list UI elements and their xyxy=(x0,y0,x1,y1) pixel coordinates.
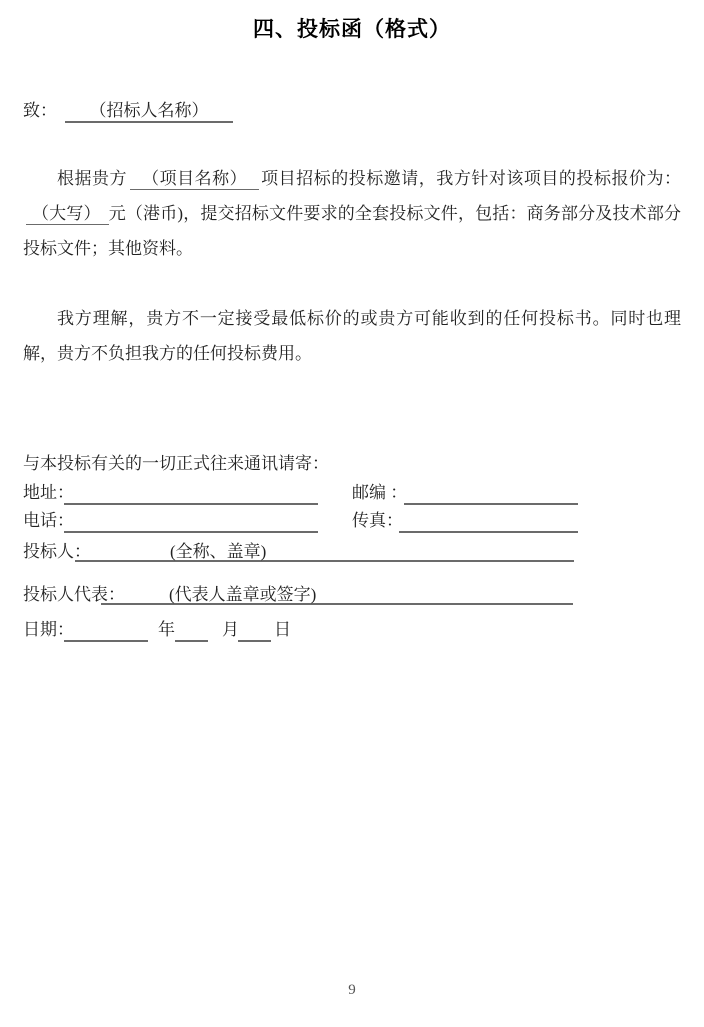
date-blank xyxy=(64,620,148,642)
para1-mid: 项目招标的投标邀请，我方针对该项目的投标报价为： xyxy=(261,169,682,188)
salutation-label: 致： xyxy=(23,101,57,120)
phone-label: 电话： xyxy=(23,511,74,530)
amount-in-words-blank: （大写） xyxy=(26,204,109,225)
salutation-line xyxy=(23,100,233,123)
project-name-blank: （项目名称） xyxy=(130,169,259,190)
recipient-name-placeholder: （招标人名称） xyxy=(89,101,209,120)
month-blank xyxy=(238,620,271,642)
representative-label: 投标人代表： xyxy=(23,585,125,604)
address-blank xyxy=(64,483,318,505)
phone-fax-row xyxy=(0,511,704,533)
phone-blank xyxy=(64,511,318,533)
date-row xyxy=(0,620,704,642)
para1-lead: 根据贵方 xyxy=(57,169,128,188)
day-label: 日 xyxy=(274,620,291,639)
address-label: 地址： xyxy=(23,483,74,502)
month-label: 月 xyxy=(222,620,239,639)
fax-blank xyxy=(399,511,578,533)
contact-intro-line: 与本投标有关的一切正式往来通讯请寄： xyxy=(23,454,329,473)
representative-blank xyxy=(101,585,573,605)
page-number: 9 xyxy=(348,982,356,998)
page-title: 四、投标函（格式） xyxy=(253,17,451,41)
postcode-blank xyxy=(404,483,578,505)
paragraph-bid-offer xyxy=(23,161,681,266)
bidder-row xyxy=(0,542,704,564)
date-label: 日期： xyxy=(23,620,74,639)
paragraph-understanding: 我方理解，贵方不一定接受最低标价的或贵方可能收到的任何投标书。同时也理解，贵方不负担我方的任何投标费用。 xyxy=(23,309,681,363)
bidder-blank xyxy=(75,542,574,562)
address-postcode-row xyxy=(0,483,704,505)
postcode-label: 邮编 ： xyxy=(352,483,408,502)
para1-tail: 元（港币)，提交招标文件要求的全套投标文件，包括：商务部分及技术部分投标文件；其他资料。 xyxy=(23,204,681,258)
representative-row xyxy=(0,585,704,607)
bidder-hint: (全称、盖章) xyxy=(170,542,267,561)
representative-hint: (代表人盖章或签字) xyxy=(169,585,317,604)
bidder-label: 投标人： xyxy=(23,542,91,561)
year-label: 年 xyxy=(158,620,175,639)
year-blank xyxy=(175,620,208,642)
recipient-name-blank xyxy=(65,100,233,123)
fax-label: 传真： xyxy=(352,511,403,530)
